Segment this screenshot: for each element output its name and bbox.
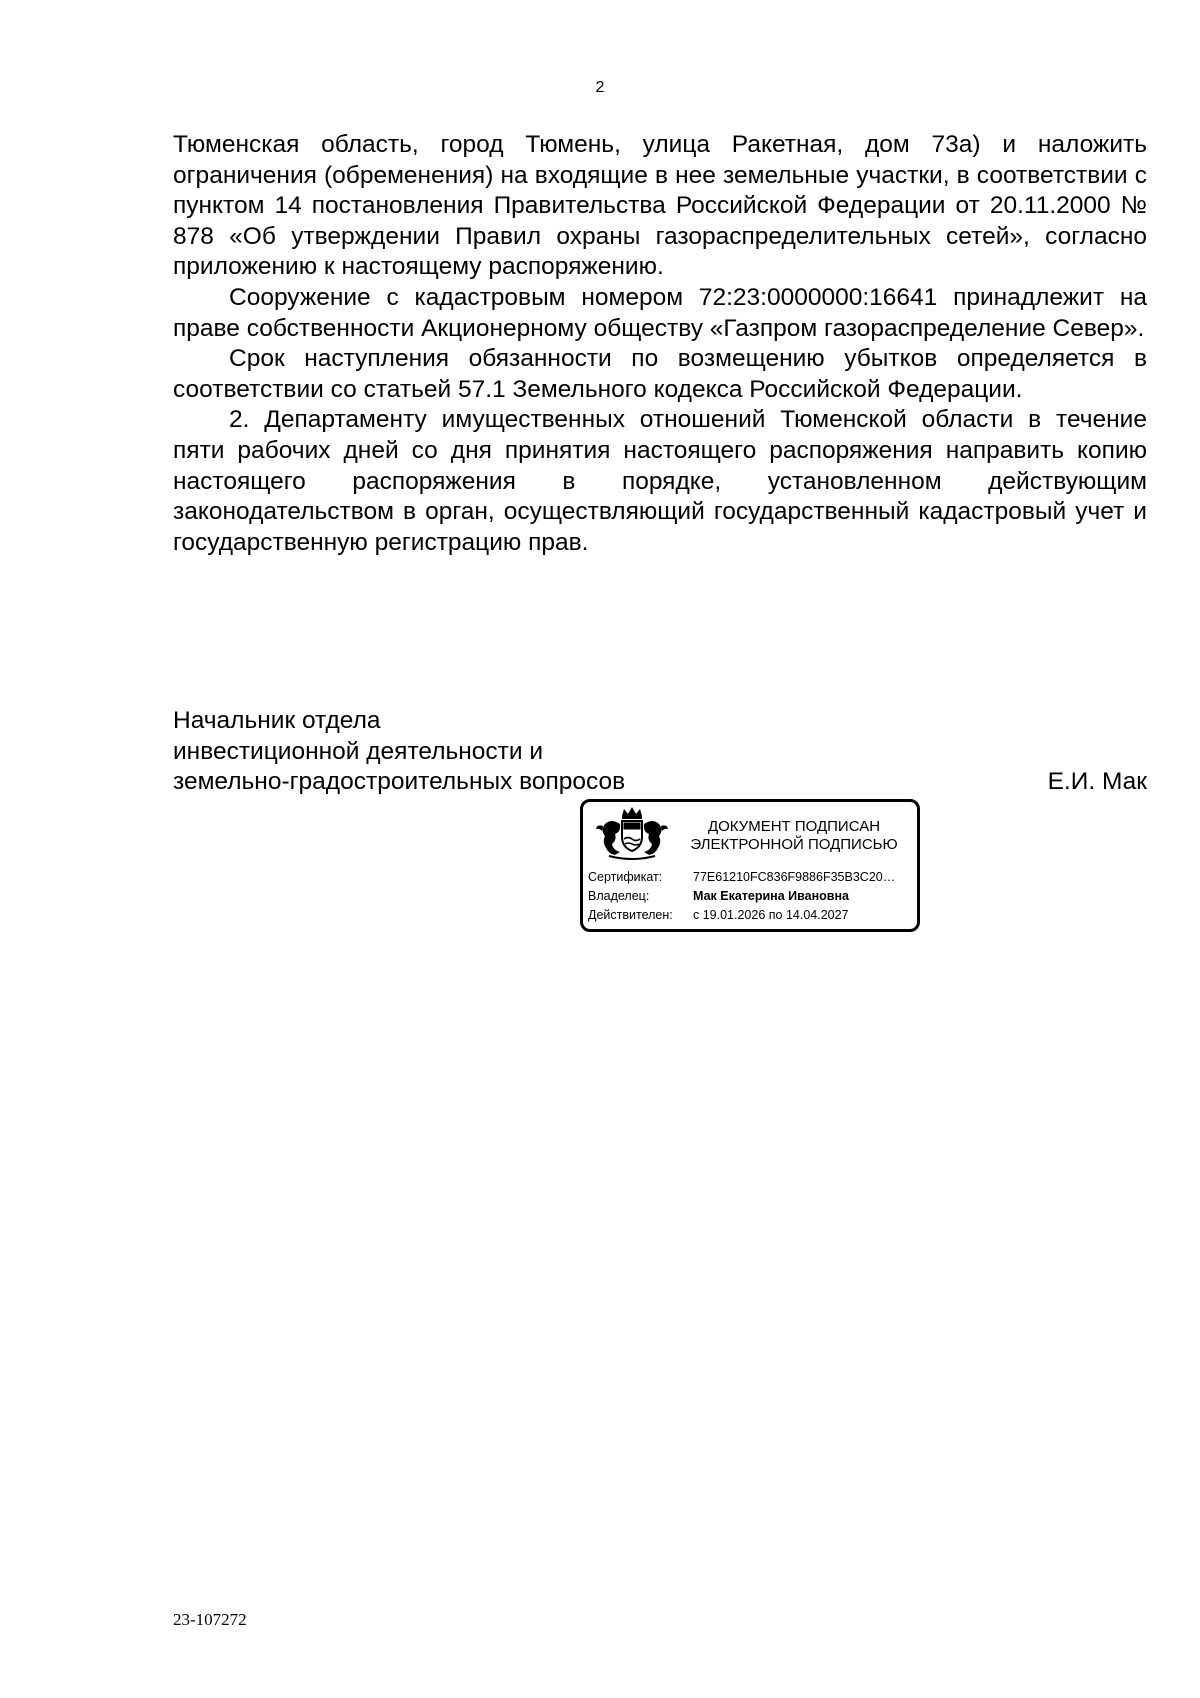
signer-position-line: Начальник отдела [173, 707, 381, 734]
stamp-header-line: ЭЛЕКТРОННОЙ ПОДПИСЬЮ [690, 836, 898, 853]
stamp-header-line: ДОКУМЕНТ ПОДПИСАН [707, 818, 881, 835]
stamp-certificate-row [588, 869, 895, 885]
owner-label: Владелец: [588, 889, 650, 903]
paragraph-damages-term: Срок наступления обязанности по возмещению убытков определяется в соответствии со статьей 57.1 Земельного кодекса Российской Федерации. [173, 345, 1147, 403]
paragraph-continuation: Тюменская область, город Тюмень, улица Ракетная, дом 73а) и наложить ограничения (обременения) на входящие в нее земельные участки, в соответствии с пунктом 14 постановления Правительства Российской Федерации от 20.11.2000 № 878 «Об утверждении Правил охраны газораспределительных сетей», согласно приложению к настоящему распоряжению. [173, 131, 1147, 281]
signer-name: Е.И. Мак [1047, 768, 1147, 796]
stamp-owner-row [588, 888, 849, 904]
signer-position [173, 706, 625, 798]
page-number: 2 [595, 79, 605, 96]
certificate-label: Сертификат: [588, 870, 663, 884]
document-number: 23-107272 [173, 1610, 247, 1629]
paragraph-item-2: 2. Департаменту имущественных отношений Тюменской области в течение пяти рабочих дней со дня принятия настоящего распоряжения направить копию настоящего распоряжения в порядке, установленном действующим законодательством в орган, осуществляющий государственный кадастровый учет и государственную регистрацию прав. [173, 406, 1147, 556]
signer-position-line: инвестиционной деятельности и [173, 737, 544, 765]
electronic-signature-stamp [580, 799, 920, 932]
validity-label: Действителен: [588, 908, 673, 922]
owner-value: Мак Екатерина Ивановна [693, 889, 849, 903]
signer-position-line: земельно-градостроительных вопросов [173, 768, 626, 796]
document-body [173, 130, 1147, 558]
paragraph-ownership: Сооружение с кадастровым номером 72:23:0000000:16641 принадлежит на праве собственности Акционерному обществу «Газпром газораспределение Север». [173, 283, 1147, 342]
stamp-header [675, 818, 913, 854]
stamp-validity-row [588, 907, 849, 923]
validity-value: с 19.01.2026 по 14.04.2027 [693, 908, 849, 922]
certificate-value: 77E61210FC836F9886F35B3C20… [693, 870, 896, 884]
coat-of-arms-icon [593, 806, 671, 862]
